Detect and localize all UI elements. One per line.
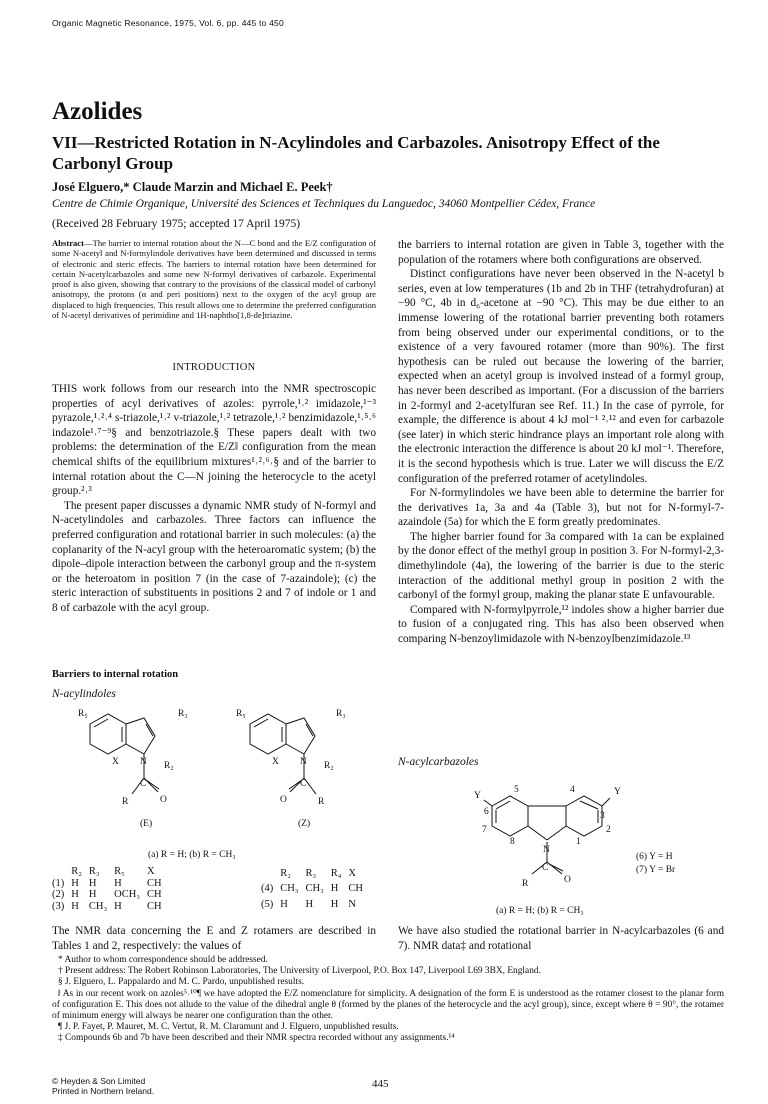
e-label-r: R [122, 797, 129, 807]
table-cell: H [88, 889, 97, 900]
table-cell: H [330, 883, 339, 895]
introduction-body [52, 382, 376, 616]
table-cell [52, 866, 71, 878]
table-cell: CH [147, 889, 162, 900]
table-cell: H [71, 889, 79, 900]
table-cell: CH [147, 900, 162, 912]
table-row [52, 878, 169, 890]
table-cell: H [114, 900, 122, 912]
table-header: R₃ [305, 867, 317, 879]
table-cell: H [88, 877, 97, 889]
e-label-r3: R₃ [178, 709, 188, 719]
abstract-label: Abstract [52, 238, 84, 248]
table-row [261, 881, 370, 896]
abstract [52, 238, 376, 320]
compound-table-left [52, 866, 169, 912]
left-column-end: The NMR data concerning the E and Z rotamers are described in Tables 1 and 2, respectively: the values of [52, 925, 376, 952]
table-cell [261, 866, 280, 881]
carb-label-c: C [542, 863, 549, 873]
carb-label-7: 7 [482, 825, 487, 835]
table-cell: H [330, 898, 339, 910]
table-row [261, 866, 370, 881]
footnote: * Author to whom correspondence should be addressed. [58, 955, 268, 965]
publisher-line-2: Printed in Northern Ireland. [52, 1086, 155, 1096]
carb-label-1: 1 [576, 837, 581, 847]
table-cell: H [114, 877, 122, 889]
z-label-r: R [318, 797, 325, 807]
indole-e-structure [90, 714, 159, 794]
z-label-n: N [300, 757, 307, 767]
right-column-end: We have also studied the rotational barrier in N-acylcarbazoles (6 and 7). NMR data‡ and rotational [398, 925, 724, 952]
intro-paragraph-2: The present paper discusses a dynamic NMR study of N-formyl and N-acetylindoles and carbazoles. Three factors can influence the preferred configuration and rotational barrier in such molecules: (a) the coplanarity of the N-acyl group with the heteroaromatic system; (b) the dipole–dipole interaction between the carbonyl group and the π-system or the heteroatom in position 7 (in the case of 7-azaindole); (c) the steric interaction of substituents in positions 2 and 7 of indole or 1 and 8 of carbazole with the acyl group. [52, 499, 376, 614]
table-header: R₂ [280, 867, 291, 879]
footnote: ‡ Compounds 6b and 7b have been described and their NMR spectra recorded without any assignments.¹⁴ [58, 1033, 455, 1044]
z-label-r2: R₂ [324, 761, 334, 771]
footnote: ¶ J. P. Fayet, P. Mauret, M. C. Vertut, R. M. Claramunt and J. Elguero, unpublished results. [58, 1022, 399, 1033]
table-cell: H [71, 900, 79, 912]
right-paragraph-5: Compared with N-formylpyrrole,¹² indoles show a higher barrier due to fusion of a conjugated ring. This has also been observed when comparing N-benzoylimidazole with N-benzoylbenzimidazole.¹³ [398, 603, 724, 646]
right-paragraph-3: For N-formylindoles we have been able to determine the barrier for the derivatives 1a, 3a and 4a (Table 3), but not for N-formyl-7-azaindole (5a) for which the E form greatly predominates. [398, 487, 724, 529]
z-label-r5: R₅ [236, 709, 246, 719]
right-paragraph-1: the barriers to internal rotation are given in Table 3, together with the population of the rotamers where both configurations are observed. [398, 239, 724, 266]
table-cell: H [71, 877, 79, 889]
table-header: X [348, 867, 356, 879]
table-cell: (2) [52, 889, 65, 900]
carbazole-compound-6: (6) Y = H [636, 852, 673, 862]
table-cell: (1) [52, 877, 65, 889]
carb-label-8: 8 [510, 837, 515, 847]
table-cell: (3) [52, 900, 65, 912]
received-dates: (Received 28 February 1975; accepted 17 April 1975) [52, 218, 301, 230]
table-row [52, 901, 169, 913]
table-header: R₂ [71, 866, 82, 877]
e-label-o: O [160, 795, 167, 805]
table-cell: H [280, 898, 288, 910]
carb-label-r: R [522, 879, 529, 889]
carbazole-r-definition: (a) R = H; (b) R = CH₃ [496, 906, 584, 916]
right-paragraph-4: The higher barrier found for 3a compared with 1a can be explained by the donor effect of the methyl group in position 3. For N-formyl-2,3-dimethylindole (4a), the lowering of the barrier is due to the steric interaction of the additional methyl group in position 2 with the carbonyl of the formyl group, making the planar state E unfavourable. [398, 530, 724, 602]
e-label-c: C [140, 779, 147, 789]
publisher-line-1: © Heyden & Son Limited [52, 1076, 146, 1086]
carb-label-2: 2 [606, 825, 611, 835]
acylcarbazoles-heading: N-acylcarbazoles [398, 756, 479, 768]
right-paragraph-2: Distinct configurations have never been observed in the N-acetyl b series, even at low temperatures (1b and 2b in THF (tetrahydrofuran) at −90 °C, 4b in d₆-acetone at −90 °C). This may be due either to an immense lowering of the rotational barrier preventing both rotamers from being observed under our experimental conditions, or to the existence of a very favoured rotamer (more than 90%). The first hypothesis can be ruled out because the lowering of the barrier, expected when an acetyl group is involved instead of a formyl group, has never been described as important. (For a discussion of the barriers in 2-formyl and 2-acetylfuran see Ref. 11.) In the case of pyrrole, for example, the difference is about 4 kJ mol⁻¹ ²˒¹² and even for carbazole (see later) in which steric hindrance plays an important role along with the electronic interaction the difference is about 20 kJ mol⁻¹. Therefore, it is the second hypothesis which is true. Later we will discuss the E/Z configuration of the preferred rotamer of acetylindoles. [398, 268, 724, 485]
carb-label-4: 4 [570, 785, 575, 795]
table-row [52, 866, 169, 878]
z-label-c: C [300, 779, 307, 789]
carb-label-y-right: Y [614, 787, 621, 797]
footnote: ‖ As in our recent work on azoles⁵˒¹⁰¶ we have adopted the E/Z nomenclature for simplicity. A designation of the form E is understood as the rotamer closest to the planar form of configuration E. This does not allude to the value of the dihedral angle θ (formed by the planes of the heterocycle and the acyl group), since, except where θ = 90°, the rotamer of minimum energy will always be nearer one configuration than the other. [52, 988, 724, 1022]
table-header: R₄ [330, 867, 342, 879]
footnote: § J. Elguero, L. Pappalardo and M. C. Pardo, unpublished results. [58, 977, 305, 988]
carb-label-3: 3 [600, 811, 605, 821]
table-cell: (5) [260, 898, 274, 910]
carb-label-6: 6 [484, 807, 489, 817]
article-subtitle: VII—Restricted Rotation in N-Acylindoles and Carbazoles. Anisotropy Effect of the Carbonyl Group [52, 133, 660, 173]
z-label-x: X [272, 757, 279, 767]
caption-z: (Z) [298, 819, 311, 829]
barriers-heading: Barriers to internal rotation [52, 669, 179, 680]
compound-table [52, 866, 376, 912]
running-head: Organic Magnetic Resonance, 1975, Vol. 6, pp. 445 to 450 [52, 18, 284, 28]
right-column-body [398, 238, 724, 647]
acylindoles-heading: N-acylindoles [52, 688, 116, 700]
table-cell: CH₃ [88, 900, 108, 912]
carb-label-y-left: Y [474, 791, 481, 801]
table-row [261, 897, 370, 912]
table-header: R₃ [88, 866, 100, 877]
r-definition: (a) R = H; (b) R = CH₃ [148, 850, 236, 860]
table-header: X [147, 866, 155, 877]
table-cell: CH₃ [305, 883, 324, 895]
carbazole-compound-7: (7) Y = Br [636, 865, 676, 875]
table-cell: H [305, 898, 314, 910]
abstract-text: —The barrier to internal rotation about the N—C bond and the E/Z configuration of some N-acetyl and N-formylindole derivatives have been determined and discussed in terms of electronic and steric effects. The barriers to internal rotation have been determined for certain N-acetylcarbazoles and some new N-formyl derivatives of carbazole. Experimental proof is also given, showing that contrary to the provisions of the classical model of carbonyl anisotropy, the protons (α and peri positions) next to the oxygen of the acyl group are displaced to high frequencies. This result allows one to determine the preferred configuration of N-acetyl derivatives of perimidine and 1H-naphtho[1,8-de]triazine. [52, 238, 376, 321]
table-row [52, 889, 169, 901]
carb-label-n: N [543, 845, 550, 855]
article-title: Azolides [52, 98, 143, 125]
intro-paragraph-1: THIS work follows from our research into the NMR spectroscopic properties of acyl derivatives of azoles: pyrrole,¹˒² imidazole,¹⁻³ pyrazole,¹˒²˒⁴ s-triazole,¹˒² v-triazole,¹˒² tetrazole,¹˒² benzimidazole,¹˒⁵˒⁶ indazole¹˒⁷⁻⁹§ and benzotriazole.§ These papers dealt with two problems: the determination of the E/Z‖ configuration from the mean chemical shifts of the equilibrium mixtures¹˒²˒⁶˒§ and of the barrier to internal rotation about the C—N joining the heterocycle to the acetyl group.²˒³ [52, 383, 376, 498]
table-cell: CH₃ [280, 883, 299, 895]
affiliation: Centre de Chimie Organique, Université des Sciences et Techniques du Languedoc, 34060 Montpellier Cédex, France [52, 198, 596, 210]
table-cell: CH [348, 883, 363, 895]
carbazole-structure [470, 770, 650, 900]
table-cell: OCH₃ [114, 889, 141, 900]
e-label-x: X [112, 757, 119, 767]
caption-e: (E) [140, 819, 153, 829]
z-label-r3: R₃ [336, 709, 346, 719]
compound-table-right [261, 866, 370, 912]
footnote: † Present address: The Robert Robinson Laboratories, The University of Liverpool, P.O. Box 147, Liverpool L69 3BX, England. [58, 966, 541, 977]
carb-label-5: 5 [514, 785, 519, 795]
page-number: 445 [372, 1078, 389, 1090]
table-cell: N [348, 898, 356, 910]
authors: José Elguero,* Claude Marzin and Michael E. Peek† [52, 180, 333, 194]
table-header: R₅ [114, 866, 125, 877]
carb-label-o: O [564, 875, 571, 885]
e-label-r5: R₅ [78, 709, 88, 719]
e-label-r2: R₂ [164, 761, 174, 771]
e-label-n: N [140, 757, 147, 767]
z-label-o: O [280, 795, 287, 805]
table-cell: CH [147, 877, 162, 889]
indole-structures [60, 702, 376, 838]
table-cell: (4) [260, 883, 274, 895]
introduction-heading: INTRODUCTION [172, 362, 256, 373]
footnotes [52, 955, 724, 1045]
